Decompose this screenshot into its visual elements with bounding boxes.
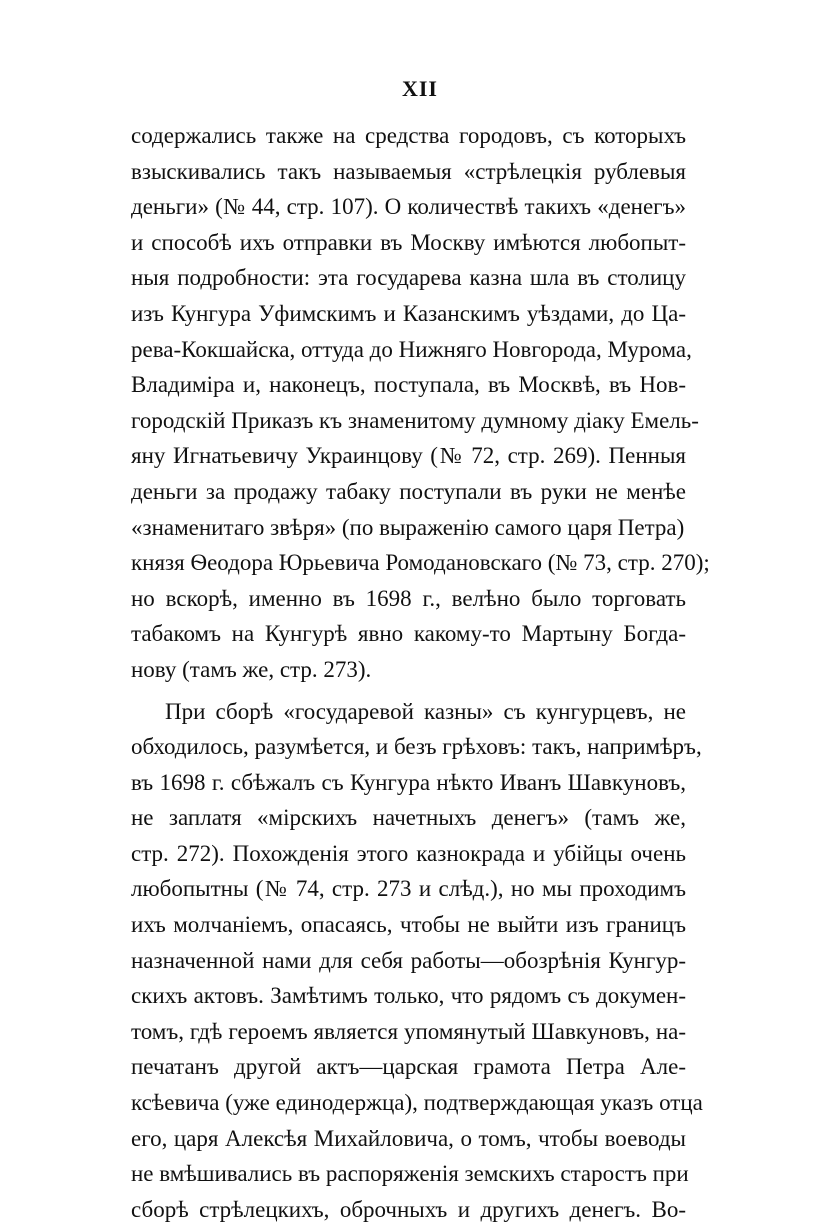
text-line: ихъ молчаніемъ, опасаясь, чтобы не выйти изъ границъ [131,912,686,938]
text-line: табакомъ на Кунгурѣ явно какому-то Мартыну Богда- [131,621,686,647]
text-line: не заплатя «мірскихъ начетныхъ денегъ» (тамъ же, [131,805,686,831]
text-line: ксѣевича (уже единодержца), подтверждающая указъ отца [131,1090,703,1116]
body-text [131,118,710,1227]
text-line: деньги за продажу табаку поступали въ руки не менѣе [131,478,686,504]
text-line: стр. 272). Похожденія этого казнокрада и убійцы очень [131,840,686,866]
text-line: въ 1698 г. сбѣжалъ съ Кунгура нѣкто Иванъ Шавкуновъ, [131,769,686,795]
text-line: рева-Кокшайска, оттуда до Нижняго Новгорода, Мурома, [131,336,692,362]
text-line: городскій Приказъ къ знаменитому думному діаку Емель- [131,407,699,433]
text-line: князя Ѳеодора Юрьевича Ромодановскаго (№ 73, стр. 270); [131,550,710,576]
text-line: изъ Кунгура Уфимскимъ и Казанскимъ уѣздами, до Ца- [131,300,686,326]
text-line: не вмѣшивались въ распоряженія земскихъ старостъ при [131,1161,689,1187]
text-line: обходилось, разумѣется, и безъ грѣховъ: такъ, напримѣръ, [131,734,702,760]
text-line: При сборѣ «государевой казны» съ кунгурцевъ, не [165,698,686,724]
text-line: содержались также на средства городовъ, съ которыхъ [131,123,686,148]
text-line: яну Игнатьевичу Украинцову (№ 72, стр. 269). Пенныя [131,443,686,469]
text-line: нову (тамъ же, стр. 273). [131,656,372,682]
text-line: томъ, гдѣ героемъ является упомянутый Шавкуновъ, на- [131,1018,686,1044]
page-number: XII [401,76,438,101]
text-line: но вскорѣ, именно въ 1698 г., велѣно было торговать [131,585,686,611]
text-line: Владиміра и, наконецъ, поступала, въ Москвѣ, въ Нов- [131,372,686,398]
text-line: ныя подробности: эта государева казна шла въ столицу [131,265,686,291]
text-line: печатанъ другой актъ—царская грамота Петра Але- [131,1054,686,1080]
text-line: «знаменитаго звѣря» (по выраженію самого царя Петра) [131,514,685,540]
text-line: взыскивались такъ называемыя «стрѣлецкія рублевыя [131,158,686,184]
text-line: сборѣ стрѣлецкихъ, оброчныхъ и другихъ денегъ. Во- [131,1196,686,1222]
text-line: деньги» (№ 44, стр. 107). О количествѣ такихъ «денегъ» [131,194,686,220]
text-line: скихъ актовъ. Замѣтимъ только, что рядомъ съ докумен- [131,983,686,1009]
text-line: любопытны (№ 74, стр. 273 и слѣд.), но мы проходимъ [131,876,686,902]
text-line: и способѣ ихъ отправки въ Москву имѣются любопыт- [131,229,686,255]
text-line: его, царя Алексѣя Михайловича, о томъ, чтобы воеводы [131,1125,686,1151]
text-line: назначенной нами для себя работы—обозрѣнія Кунгур- [131,947,686,973]
